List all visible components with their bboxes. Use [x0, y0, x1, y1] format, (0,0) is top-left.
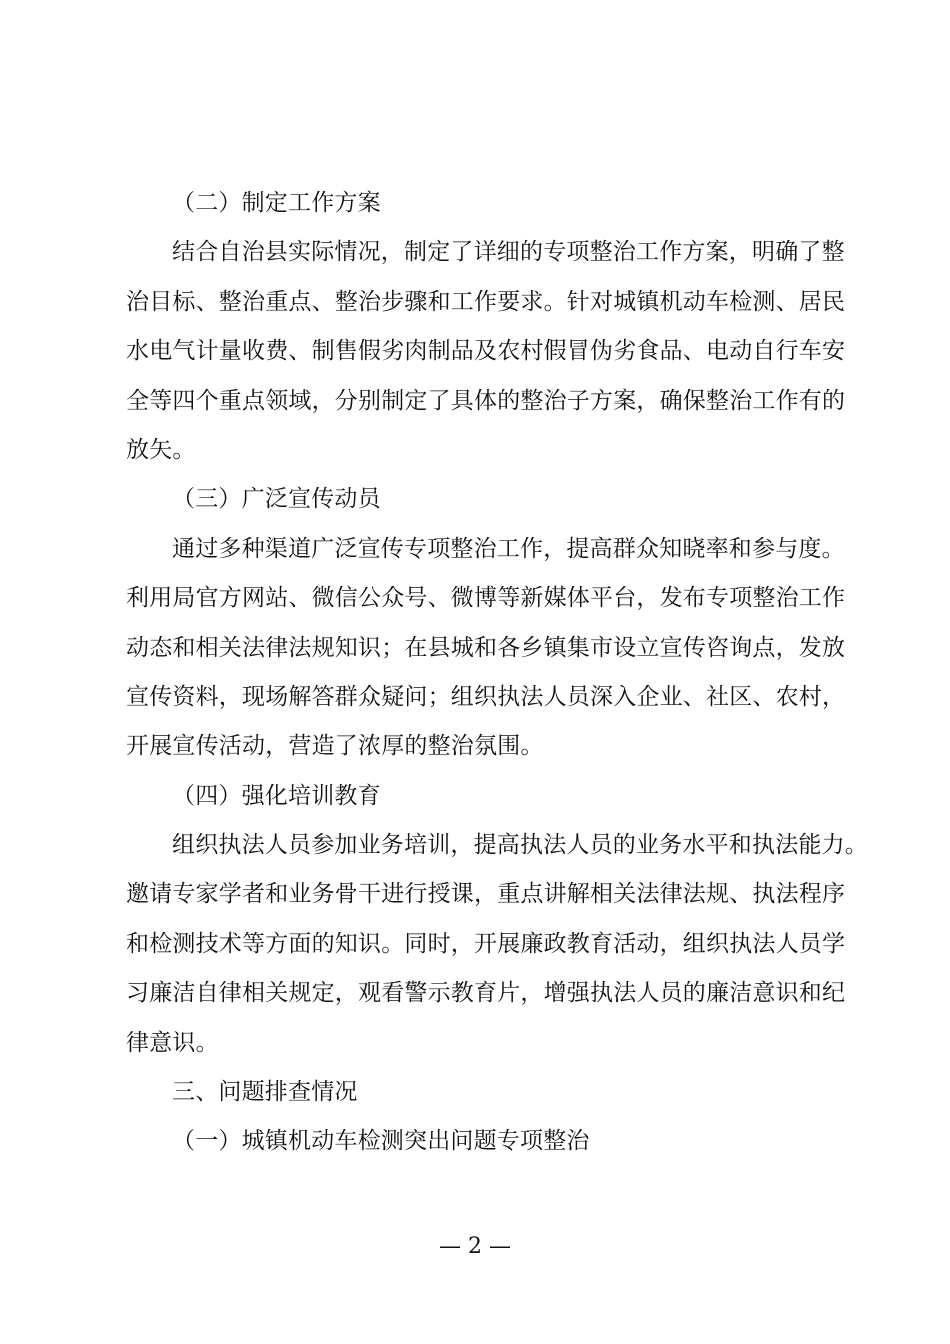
paragraph-line: 习廉洁自律相关规定，观看警示教育片，增强执法人员的廉洁意识和纪: [126, 980, 846, 1007]
paragraph-line: 动态和相关法律法规知识；在县城和各乡镇集市设立宣传咨询点，发放: [126, 634, 846, 661]
paragraph-line: 水电气计量收费、制售假劣肉制品及农村假冒伪劣食品、电动自行车安: [126, 338, 846, 365]
paragraph-line: 律意识。: [126, 1029, 219, 1056]
section-heading-3: （三）广泛宣传动员: [172, 486, 381, 513]
section-heading-1: （一）城镇机动车检测突出问题专项整治: [172, 1128, 590, 1155]
page-number: — 2 —: [439, 1234, 511, 1259]
chapter-heading: 三、问题排查情况: [172, 1079, 358, 1106]
paragraph-line: 利用局官方网站、微信公众号、微博等新媒体平台，发布专项整治工作: [126, 585, 846, 612]
paragraph-line: 开展宣传活动，营造了浓厚的整治氛围。: [126, 733, 544, 760]
paragraph-line: 治目标、整治重点、整治步骤和工作要求。针对城镇机动车检测、居民: [126, 288, 846, 315]
paragraph-line: 放矢。: [126, 436, 196, 463]
document-body: [126, 179, 868, 1167]
section-heading-4: （四）强化培训教育: [172, 782, 381, 809]
paragraph-line: 邀请专家学者和业务骨干进行授课，重点讲解相关法律法规、执法程序: [126, 881, 846, 908]
section-heading-2: （二）制定工作方案: [172, 190, 381, 216]
paragraph-line: 通过多种渠道广泛宣传专项整治工作，提高群众知晓率和参与度。: [172, 535, 845, 562]
paragraph-line: 结合自治县实际情况，制定了详细的专项整治工作方案，明确了整: [172, 239, 845, 266]
paragraph-line: 和检测技术等方面的知识。同时，开展廉政教育活动，组织执法人员学: [126, 930, 846, 957]
paragraph-line: 宣传资料，现场解答群众疑问；组织执法人员深入企业、社区、农村，: [126, 683, 846, 710]
paragraph-line: 组织执法人员参加业务培训，提高执法人员的业务水平和执法能力。: [172, 832, 868, 859]
paragraph-line: 全等四个重点领域，分别制定了具体的整治子方案，确保整治工作有的: [126, 387, 846, 414]
